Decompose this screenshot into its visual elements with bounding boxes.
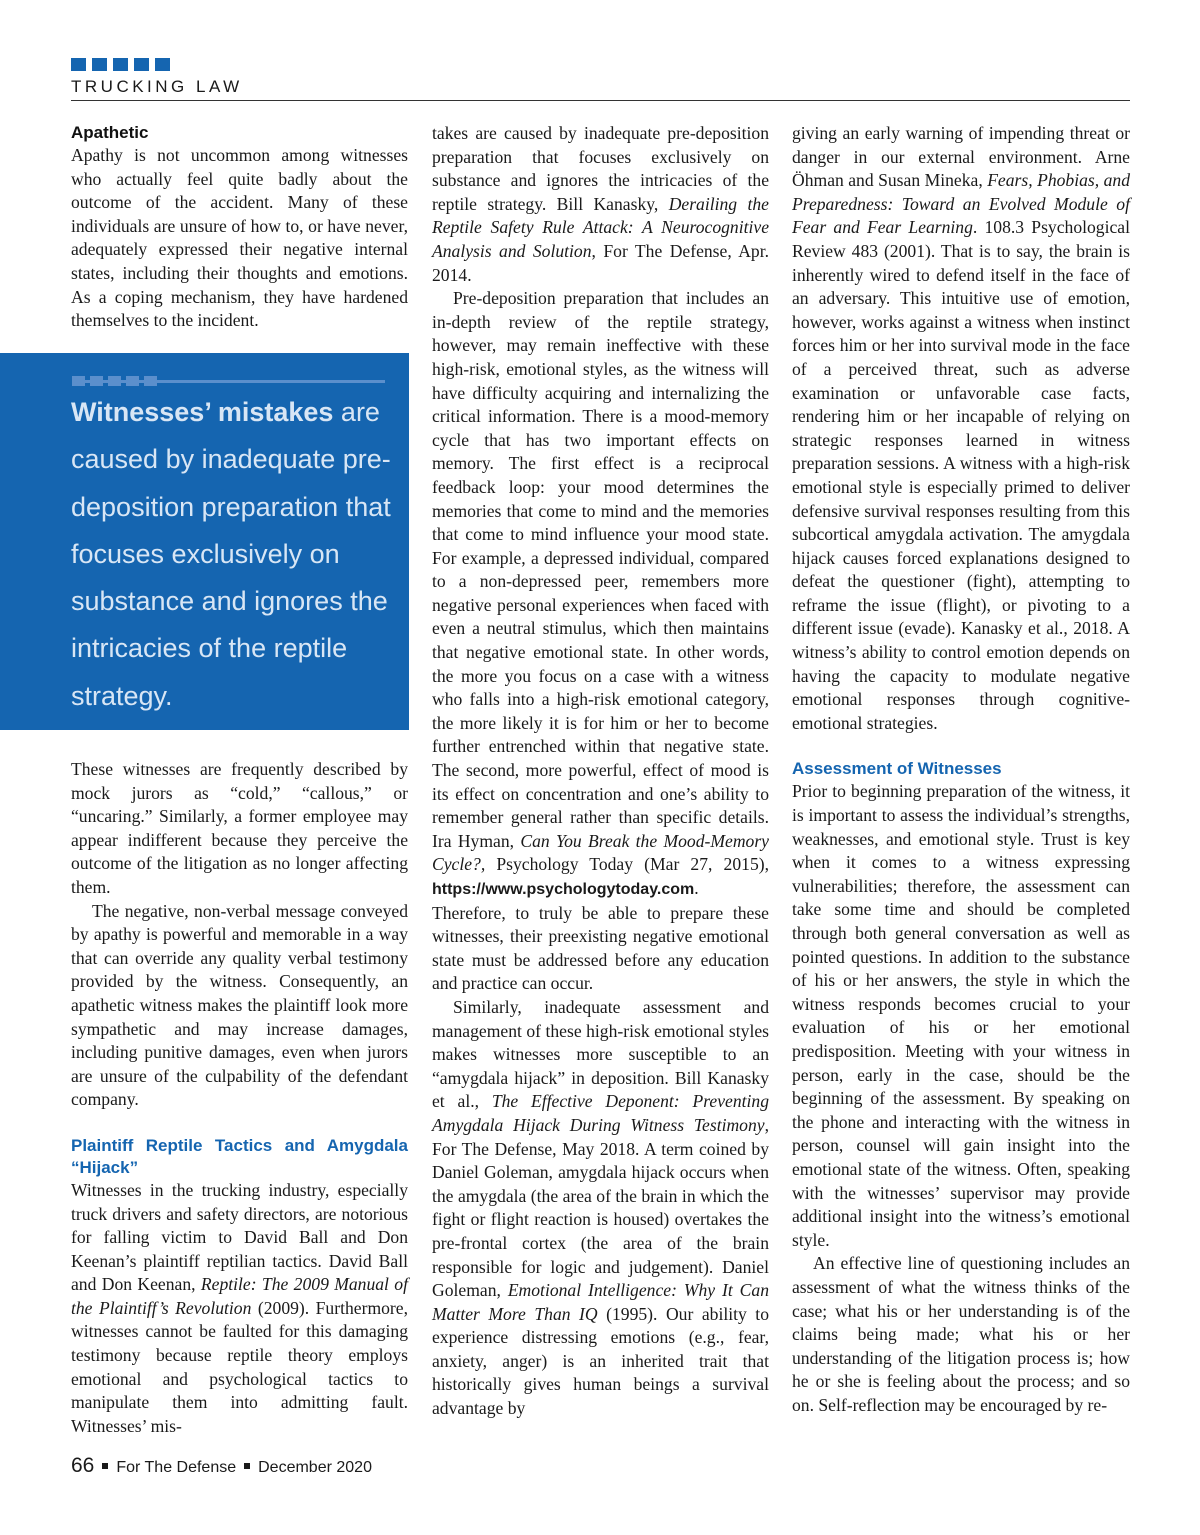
paragraph: Prior to beginning preparation of the witness, it is important to assess the individual’s strengths, weaknesses, and emotional style. Trust is key when it comes to a witness expressing vulnerabilities; therefore, the assessment can take some time and should be completed through both general conversation as well as pointed questions. In addition to the substance of his or her answers, the style in which the witness responds becomes crucial to your evaluation of his or her emotional predisposition. Meeting with your witness in person, early in the case, should be the beginning of the assessment. By speaking on the phone and interacting with the witness in person, counsel will gain insight into the emotional state of the witness. Often, speaking with the witnesses’ supervisor may provide additional insight into the witness’s emotional style. [792,781,1130,1250]
citation: Derailing the Reptile Safety Rule Attack: A Neurocognitive Analysis and Solution [432,193,769,261]
citation: Emotional Intelligence: Why It Can Matter More Than IQ [432,1280,769,1324]
column-1-bottom [71,758,408,1438]
publication-name: For The Defense [116,1459,237,1476]
separator-bullet [102,1463,108,1469]
section-marker-squares [71,58,170,71]
paragraph: takes are caused by inadequate pre-deposition preparation that focuses exclusively on substance and ignores the intricacies of the reptile strategy. Bill Kanasky, Derailing the Reptile Safety Rule Attack: A Neurocognitive Analysis and Solution, For The Defense, Apr. 2014. [432,123,769,285]
page-number: 66 [71,1454,95,1477]
paragraph: These witnesses are frequently described by mock jurors as “cold,” “callous,” or “uncaring.” Similarly, a former employee may appear indifferent because they perceive the outcome of the litigation as no longer affecting them. [71,759,408,897]
paragraph: Similarly, inadequate assessment and management of these high-risk emotional styles makes witnesses more susceptible to an “amygdala hijack” in deposition. Bill Kanasky et al., The Effective Deponent: Preventing Amygdala Hijack During Witness Testimony, For The Defense, May 2018. A term coined by Daniel Goleman, amygdala hijack occurs when the amygdala (the area of the brain in which the fight or flight reaction is housed) overtakes the pre-frontal cortex (the area of the brain responsible for logic and judgement). Daniel Goleman, Emotional Intelligence: Why It Can Matter More Than IQ (1995). Our ability to experience distressing emotions (e.g., fear, anxiety, anger) is an inherited trait that historically gives human beings a survival advantage by [432,996,769,1419]
heading-reptile-tactics: Plaintiff Reptile Tactics and Amygdala “Hijack” [71,1135,408,1177]
pull-quote-squares [72,376,157,386]
citation: The Effective Deponent: Preventing Amygdala Hijack During Witness Testimony [432,1091,769,1135]
citation: Fears, Phobias, and Preparedness: Toward an Evolved Module of Fear and Fear Learning [792,170,1130,238]
column-1-top [71,122,408,333]
paragraph: Pre-deposition preparation that includes an in-depth review of the reptile strategy, however, may remain ineffective with these high-risk, emotional styles, as the witness will have difficulty acquiring and internalizing the critical information. There is a mood-memory cycle that has two important effects on memory. The first effect is a reciprocal feedback loop: your mood determines the memories that come to mind and the memories that come to mind influence your mood state. For example, a depressed individual, compared to a non-depressed peer, remembers more negative personal experiences when faced with even a neutral stimulus, which then maintains that negative emotional state. In other words, the more you focus on a case with a witness who falls into a high-risk emotional category, the more likely it is for him or her to become further entrenched within that negative state. The second, more powerful, effect of mood is its effect on concentration and one’s ability to remember general rather than specific details. Ira Hyman, Can You Break the Mood-Memory Cycle?, Psychology Today (Mar 27, 2015), https://www.psychologytoday.com. Therefore, to truly be able to prepare these witnesses, their preexisting negative emotional state must be addressed before any education and practice can occur. [432,288,769,994]
pull-quote-text [71,389,401,720]
paragraph: The negative, non-verbal message conveyed by apathy is powerful and memorable in a way that can override any quality verbal testimony provided by the witness. Consequently, an apathetic witness makes the plaintiff look more sympathetic and may increase damages, including punitive damages, even when jurors are unsure of the culpability of the defendant company. [71,900,408,1110]
heading-assessment: Assessment of Witnesses [792,759,1002,779]
heading-apathetic: Apathetic [71,123,149,142]
issue-date: December 2020 [258,1459,372,1476]
pull-quote [0,353,409,730]
separator-bullet [244,1463,250,1469]
paragraph: giving an early warning of impending threat or danger in our external environment. Arne Öhman and Susan Mineka, Fears, Phobias, and Preparedness: Toward an Evolved Module of Fear and Fear Learning. 108.3 Psychological Review 483 (2001). That is to say, the brain is inherently wired to defend itself in the face of an adversary. This intuitive use of emotion, however, works against a witness when instinct forces him or her into survival mode in the face of a perceived threat, such as adverse examination or unfavorable case facts, rendering him or her incapable of relying on strategic responses learned in witness preparation sessions. A witness with a high-risk emotional style is especially primed to deliver defensive survival responses resulting from this subcortical amygdala activation. The amygdala hijack causes forced explanations designed to defeat the questioner (fight), attempting to reframe the issue (flight), or pivoting to a different issue (evade). Kanasky et al., 2018. A witness’s ability to control emotion depends on having the capacity to modulate negative emotional responses through cognitive-emotional strategies. [792,123,1130,733]
citation: Can You Break the Mood-Memory Cycle?, [432,830,769,875]
paragraph: An effective line of questioning includes an assessment of what the witness thinks of the case; what his or her understanding is of the claims being made; what his or her understanding of the litigation process is; how he or she is feeling about the process; and so on. Self-reflection may be encouraged by re- [792,1253,1130,1415]
citation: Reptile: The 2009 Manual of the Plaintiff’s Revolution [71,1274,408,1318]
column-3 [792,122,1130,1417]
url-link[interactable]: https://www.psychologytoday.com [432,881,695,898]
section-label: TRUCKING LAW [71,77,243,96]
page-footer [71,1454,372,1478]
column-2 [432,122,769,1421]
pull-quote-lead: Witnesses’ mistakes [71,397,334,427]
pull-quote-rest: are caused by inadequate pre-deposition preparation that focuses exclusively on substance and ignores the intricacies of the reptile strategy. [71,397,391,711]
paragraph: Apathy is not uncommon among witnesses who actually feel quite badly about the outcome of the accident. Many of these individuals are unsure of how to, or have never, adequately expressed their negative internal states, including their thoughts and emotions. As a coping mechanism, they have hardened themselves to the incident. [71,145,408,331]
header-rule [71,100,1130,101]
paragraph: Witnesses in the trucking industry, especially truck drivers and safety directors, are notorious for falling victim to David Ball and Don Keenan’s plaintiff reptilian tactics. David Ball and Don Keenan, Reptile: The 2009 Manual of the Plaintiff’s Revolution (2009). Furthermore, witnesses cannot be faulted for this damaging testimony because reptile theory employs emotional and psychological tactics to manipulate them into admitting fault. Witnesses’ mis- [71,1179,408,1436]
